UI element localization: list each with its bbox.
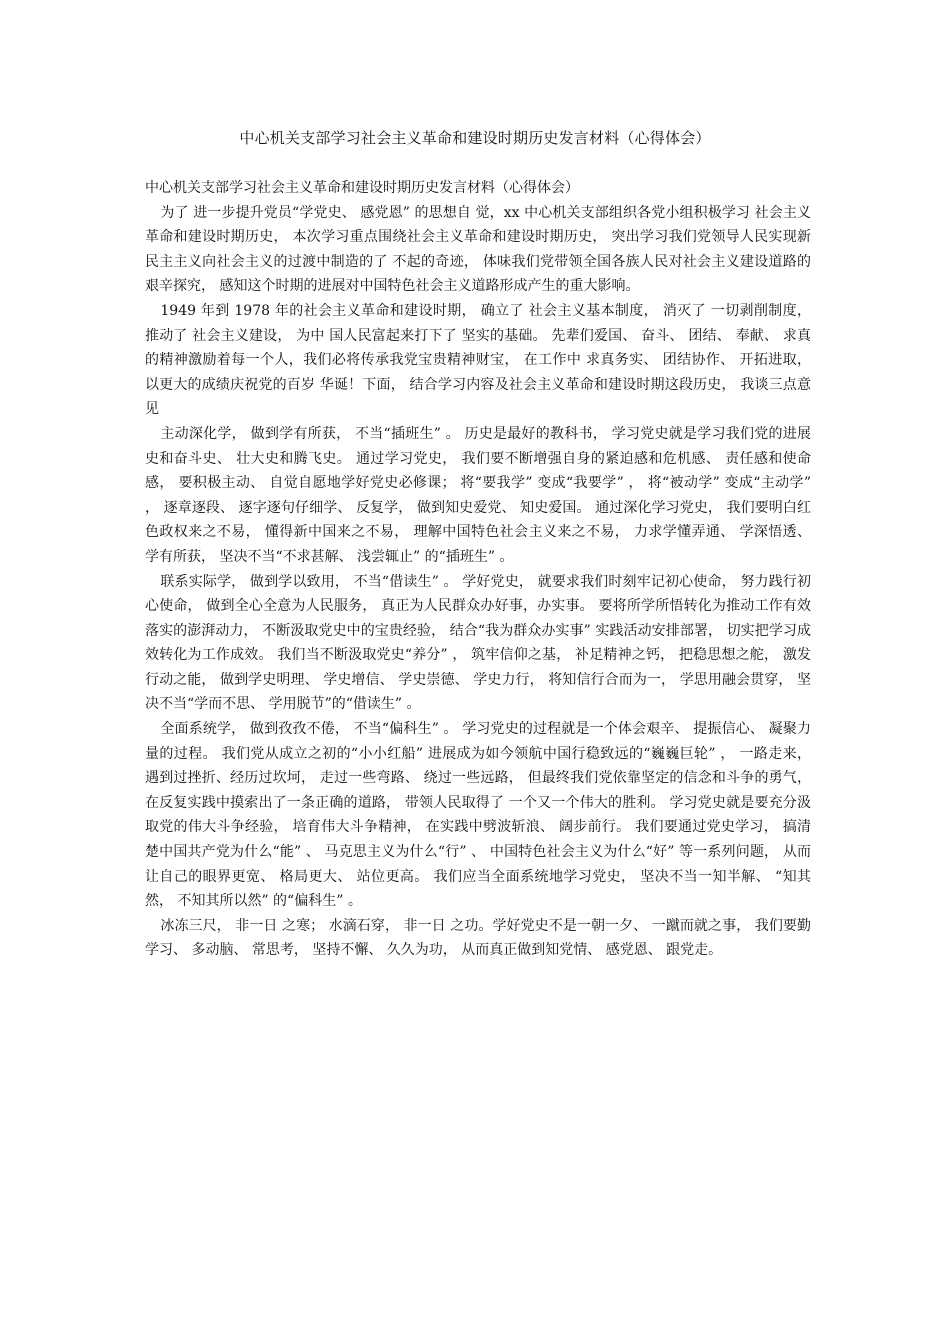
paragraph: 1949 年到 1978 年的社会主义革命和建设时期， 确立了 社会主义基本制度， 消灭了 一切剥削制度， 推动了 社会主义建设， 为中 国人民富起来打下了 坚实的基础。 先辈们爱国、 奋斗、 团结、 奉献、 求真的精神激励着每一个人，我们必将传承我党宝贵精神财宝， 在工作中 求真务实、 团结协作、 开拓进取， 以更大的成绩庆祝党的百岁 华诞！下面， 结合学习内容及社会主义革命和建设时期这段历史， 我谈三点意见 bbox=[145, 302, 811, 418]
paragraph: 联系实际学， 做到学以致用， 不当“借读生” 。 学好党史， 就要求我们时刻牢记初心使命， 努力践行初心使命， 做到全心全意为人民服务， 真正为人民群众办好事，办实事。 要将所学所悟转化为推动工作有效落实的澎湃动力， 不断汲取党史中的宝贵经验， 结合“我为群众办实事” 实践活动安排部署， 切实把学习成效转化为工作成效。 我们当不断汲取党史“养分” ， 筑牢信仰之基， 补足精神之钙， 把稳思想之舵， 激发行动之能， 做到学史明理、 学史增信、 学史崇德、 学史力行， 将知信行合而为一， 学思用融会贯穿， 坚决不当“学而不思、 学用脱节”的“借读生” 。 bbox=[145, 573, 811, 713]
document-title: 中心机关支部学习社会主义革命和建设时期历史发言材料（心得体会） bbox=[239, 129, 711, 147]
document-subtitle: 中心机关支部学习社会主义革命和建设时期历史发言材料（心得体会） bbox=[145, 180, 579, 196]
paragraph: 冰冻三尺， 非一日 之寒； 水滴石穿， 非一日 之功。学好党史不是一朝一夕、 一蹴而就之事， 我们要勤学习、 多动脑、 常思考， 坚持不懈、 久久为功， 从而真正做到知党情、 感党恩、 跟党走。 bbox=[145, 917, 811, 959]
paragraph: 为了 进一步提升党员“学党史、 感党恩” 的思想自 觉，xx 中心机关支部组织各党小组积极学习 社会主义革命和建设时期历史， 本次学习重点围绕社会主义革命和建设时期历史， 突出学习我们党领导人民实现新民主主义向社会主义的过渡中制造的了 不起的奇迹， 体味我们党带领全国各族人民对社会主义建设道路的艰辛探究， 感知这个时期的进展对中国特色社会主义道路形成产生的重大影响。 bbox=[145, 204, 811, 295]
paragraph: 全面系统学， 做到孜孜不倦， 不当“偏科生” 。 学习党史的过程就是一个体会艰辛、 提振信心、 凝聚力量的过程。 我们党从成立之初的“小小红船” 进展成为如今领航中国行稳致远的“巍巍巨轮” ， 一路走来， 遇到过挫折、经历过坎坷， 走过一些弯路、 绕过一些远路， 但最终我们党依靠坚定的信念和斗争的勇气， 在反复实践中摸索出了一条正确的道路， 带领人民取得了 一个又一个伟大的胜利。 学习党史就是要充分汲取党的伟大斗争经验， 培育伟大斗争精神， 在实践中劈波斩浪、 阔步前行。 我们要通过党史学习， 搞清楚中国共产党为什么“能” 、 马克思主义为什么“行” 、 中国特色社会主义为什么“好” 等一系列问题， 从而让自己的眼界更宽、 格局更大、 站位更高。 我们应当全面系统地学习党史， 坚决不当一知半解、 “知其然， 不知其所以然” 的“偏科生” 。 bbox=[145, 721, 811, 910]
paragraph: 主动深化学， 做到学有所获， 不当“插班生” 。 历史是最好的教科书， 学习党史就是学习我们党的进展史和奋斗史、 壮大史和腾飞史。 通过学习党史， 我们要不断增强自身的紧迫感和危机感、 责任感和使命感， 要积极主动、 自觉自愿地学好党史必修课； 将“要我学” 变成“我要学” ， 将“被动学” 变成“主动学” ， 逐章逐段、 逐字逐句仔细学、 反复学， 做到知史爱党、 知史爱国。 通过深化学习党史， 我们要明白红色政权来之不易， 懂得新中国来之不易， 理解中国特色社会主义来之不易， 力求学懂弄通、 学深悟透、 学有所获， 坚决不当“不求甚解、 浅尝辄止” 的“插班生” 。 bbox=[145, 425, 811, 565]
document-body bbox=[145, 176, 811, 963]
